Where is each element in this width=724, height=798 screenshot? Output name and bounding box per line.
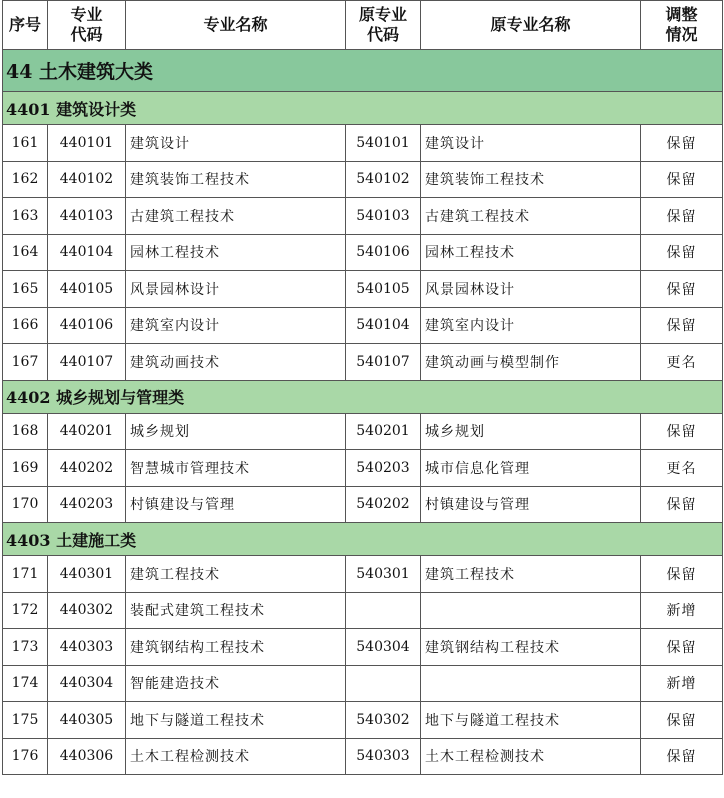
cell-code: 440106 <box>48 307 126 344</box>
cell-orig-name: 古建筑工程技术 <box>421 198 641 235</box>
cell-name: 建筑工程技术 <box>126 556 346 593</box>
cell-orig-name: 土木工程检测技术 <box>421 738 641 775</box>
cell-orig-name: 村镇建设与管理 <box>421 486 641 523</box>
cell-seq: 161 <box>3 125 48 162</box>
cell-orig-name: 建筑钢结构工程技术 <box>421 629 641 666</box>
subcategory-label: 4403 土建施工类 <box>3 523 723 556</box>
header-orig-name: 原专业名称 <box>421 1 641 50</box>
table-row <box>3 738 723 775</box>
cell-code: 440104 <box>48 234 126 271</box>
table-row <box>3 125 723 162</box>
subcategory-row <box>3 380 723 413</box>
cell-seq: 176 <box>3 738 48 775</box>
cell-orig-code: 540101 <box>346 125 421 162</box>
table-row <box>3 234 723 271</box>
cell-code: 440201 <box>48 413 126 450</box>
table-row <box>3 629 723 666</box>
cell-seq: 168 <box>3 413 48 450</box>
cell-code: 440304 <box>48 665 126 702</box>
header-orig-code-line2: 代码 <box>366 25 399 44</box>
cell-status: 更名 <box>641 344 723 381</box>
cell-orig-name <box>421 592 641 629</box>
header-orig-code <box>346 1 421 50</box>
cell-seq: 174 <box>3 665 48 702</box>
cell-orig-code: 540107 <box>346 344 421 381</box>
cell-orig-name: 风景园林设计 <box>421 271 641 308</box>
cell-code: 440303 <box>48 629 126 666</box>
cell-name: 村镇建设与管理 <box>126 486 346 523</box>
cell-seq: 164 <box>3 234 48 271</box>
header-code <box>48 1 126 50</box>
cell-status: 新增 <box>641 665 723 702</box>
cell-orig-code <box>346 592 421 629</box>
cell-seq: 173 <box>3 629 48 666</box>
cell-orig-name: 建筑室内设计 <box>421 307 641 344</box>
cell-name: 建筑装饰工程技术 <box>126 161 346 198</box>
header-adjust <box>641 1 723 50</box>
cell-code: 440306 <box>48 738 126 775</box>
table-row <box>3 271 723 308</box>
table-row <box>3 592 723 629</box>
cell-orig-code: 540104 <box>346 307 421 344</box>
cell-code: 440102 <box>48 161 126 198</box>
cell-orig-name: 建筑设计 <box>421 125 641 162</box>
cell-name: 智慧城市管理技术 <box>126 450 346 487</box>
major-category-label: 44 土木建筑大类 <box>3 50 723 92</box>
cell-status: 保留 <box>641 161 723 198</box>
cell-seq: 166 <box>3 307 48 344</box>
header-name: 专业名称 <box>126 1 346 50</box>
cell-orig-name: 建筑动画与模型制作 <box>421 344 641 381</box>
table-row <box>3 450 723 487</box>
table-row <box>3 307 723 344</box>
header-orig-code-line1: 原专业 <box>358 5 407 24</box>
cell-code: 440305 <box>48 702 126 739</box>
table-row <box>3 344 723 381</box>
cell-orig-code <box>346 665 421 702</box>
cell-status: 保留 <box>641 738 723 775</box>
cell-orig-code: 540303 <box>346 738 421 775</box>
cell-name: 建筑动画技术 <box>126 344 346 381</box>
cell-orig-code: 540103 <box>346 198 421 235</box>
cell-name: 园林工程技术 <box>126 234 346 271</box>
cell-orig-name: 园林工程技术 <box>421 234 641 271</box>
cell-status: 保留 <box>641 198 723 235</box>
cell-orig-name: 城乡规划 <box>421 413 641 450</box>
header-code-line2: 代码 <box>70 25 103 44</box>
cell-seq: 169 <box>3 450 48 487</box>
cell-status: 保留 <box>641 125 723 162</box>
table-row <box>3 702 723 739</box>
cell-status: 保留 <box>641 307 723 344</box>
cell-name: 风景园林设计 <box>126 271 346 308</box>
subcategory-label: 4402 城乡规划与管理类 <box>3 380 723 413</box>
table-row <box>3 198 723 235</box>
major-category-row <box>3 50 723 92</box>
table-row <box>3 161 723 198</box>
header-adjust-line2: 情况 <box>665 25 698 44</box>
cell-status: 保留 <box>641 486 723 523</box>
cell-code: 440107 <box>48 344 126 381</box>
cell-seq: 175 <box>3 702 48 739</box>
cell-code: 440105 <box>48 271 126 308</box>
cell-code: 440203 <box>48 486 126 523</box>
cell-orig-code: 540102 <box>346 161 421 198</box>
cell-orig-code: 540201 <box>346 413 421 450</box>
table-body <box>3 50 723 775</box>
cell-orig-code: 540105 <box>346 271 421 308</box>
cell-orig-code: 540106 <box>346 234 421 271</box>
major-catalog-table <box>2 0 723 775</box>
cell-status: 新增 <box>641 592 723 629</box>
cell-code: 440101 <box>48 125 126 162</box>
cell-name: 建筑钢结构工程技术 <box>126 629 346 666</box>
cell-name: 智能建造技术 <box>126 665 346 702</box>
subcategory-label: 4401 建筑设计类 <box>3 92 723 125</box>
cell-status: 更名 <box>641 450 723 487</box>
cell-orig-code: 540202 <box>346 486 421 523</box>
subcategory-row <box>3 92 723 125</box>
cell-orig-name: 建筑工程技术 <box>421 556 641 593</box>
cell-seq: 170 <box>3 486 48 523</box>
cell-status: 保留 <box>641 556 723 593</box>
cell-orig-code: 540301 <box>346 556 421 593</box>
cell-orig-name <box>421 665 641 702</box>
cell-orig-name: 地下与隧道工程技术 <box>421 702 641 739</box>
cell-code: 440202 <box>48 450 126 487</box>
table-row <box>3 665 723 702</box>
cell-name: 装配式建筑工程技术 <box>126 592 346 629</box>
cell-orig-name: 建筑装饰工程技术 <box>421 161 641 198</box>
header-code-line1: 专业 <box>70 5 103 24</box>
table-row <box>3 556 723 593</box>
cell-name: 建筑设计 <box>126 125 346 162</box>
cell-name: 建筑室内设计 <box>126 307 346 344</box>
cell-orig-code: 540302 <box>346 702 421 739</box>
subcategory-row <box>3 523 723 556</box>
table-row <box>3 486 723 523</box>
cell-orig-name: 城市信息化管理 <box>421 450 641 487</box>
cell-status: 保留 <box>641 702 723 739</box>
cell-seq: 171 <box>3 556 48 593</box>
cell-code: 440103 <box>48 198 126 235</box>
cell-seq: 162 <box>3 161 48 198</box>
cell-seq: 163 <box>3 198 48 235</box>
cell-status: 保留 <box>641 413 723 450</box>
cell-name: 城乡规划 <box>126 413 346 450</box>
cell-name: 土木工程检测技术 <box>126 738 346 775</box>
table-row <box>3 413 723 450</box>
cell-seq: 165 <box>3 271 48 308</box>
cell-status: 保留 <box>641 271 723 308</box>
cell-seq: 172 <box>3 592 48 629</box>
cell-code: 440302 <box>48 592 126 629</box>
cell-status: 保留 <box>641 629 723 666</box>
cell-seq: 167 <box>3 344 48 381</box>
cell-status: 保留 <box>641 234 723 271</box>
header-seq: 序号 <box>3 1 48 50</box>
cell-code: 440301 <box>48 556 126 593</box>
header-adjust-line1: 调整 <box>665 5 698 24</box>
cell-orig-code: 540203 <box>346 450 421 487</box>
header-row <box>3 1 723 50</box>
cell-name: 古建筑工程技术 <box>126 198 346 235</box>
cell-name: 地下与隧道工程技术 <box>126 702 346 739</box>
cell-orig-code: 540304 <box>346 629 421 666</box>
